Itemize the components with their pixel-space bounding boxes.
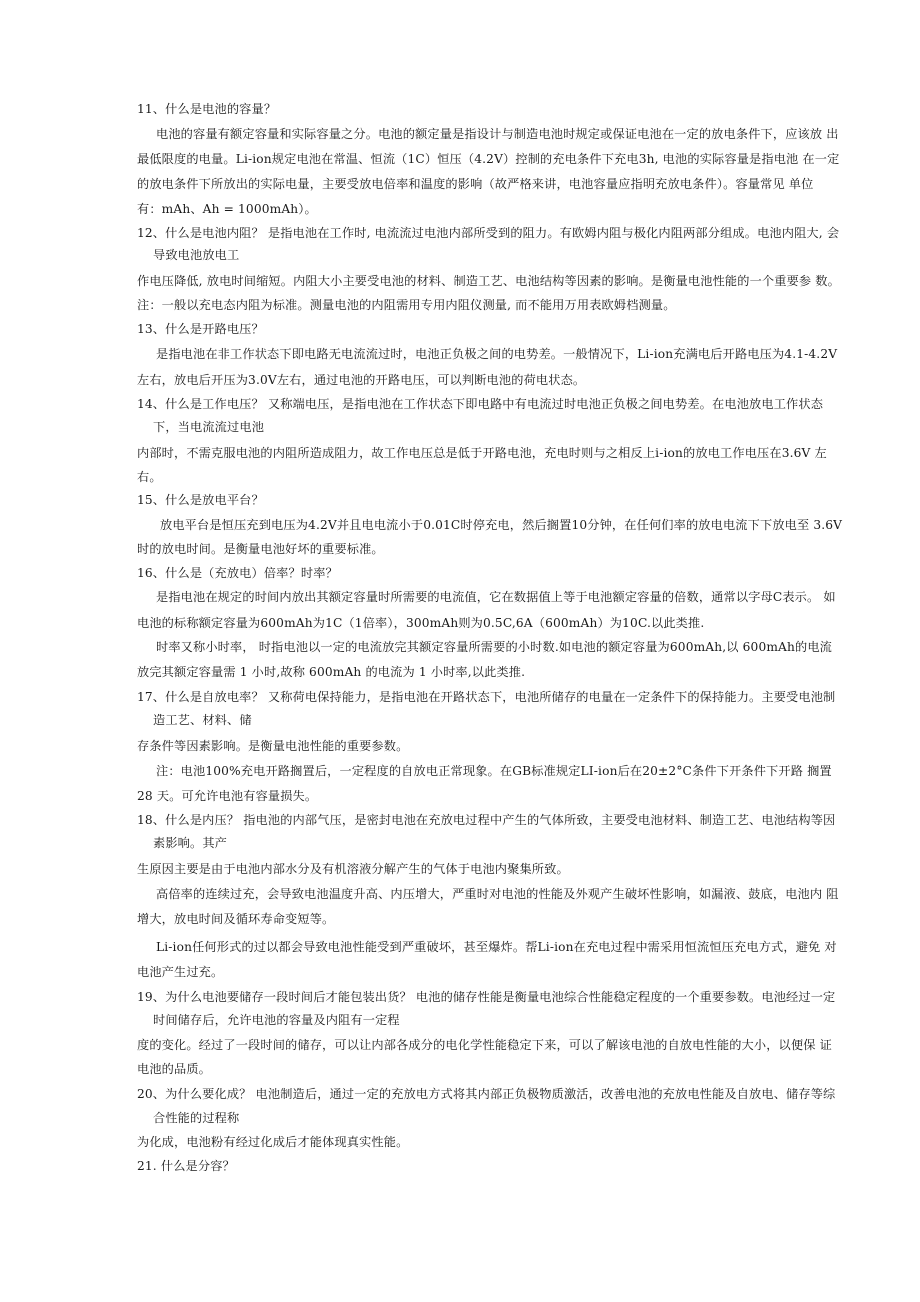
paragraph-line: 右。 xyxy=(137,470,162,484)
heading-q11: 11、什么是电池的容量？ xyxy=(137,102,277,116)
heading-q12: 12、什么是电池内阻？ 是指电池在工作时, 电流流过电池内部所受到的阻力。有欧姆内阻与极化内阻两部分组成。电池内阻大, 会 xyxy=(137,226,840,240)
paragraph-line: 最低限度的电量。Li-ion规定电池在常温、恒流（1C）恒压（4.2V）控制的充电条件下充电3h, 电池的实际容量是指电池 在一定 xyxy=(137,152,840,166)
heading-q16: 16、什么是（充放电）倍率？时率？ xyxy=(137,566,338,580)
paragraph-line: 作电压降低, 放电时间缩短。内阻大小主要受电池的材料、制造工艺、电池结构等因素的影响。是衡量电池性能的一个重要参 数。 xyxy=(137,274,840,288)
paragraph-line: 时间储存后，允许电池的容量及内阻有一定程 xyxy=(153,1013,400,1027)
paragraph-line: 下，当电流流过电池 xyxy=(153,420,265,434)
paragraph-line: 合性能的过程称 xyxy=(153,1111,240,1125)
paragraph-line: 高倍率的连续过充，会导致电池温度升高、内压增大，严重时对电池的性能及外观产生破坏性影响，如漏液、鼓底，电池内 阻 xyxy=(156,887,839,901)
heading-q15: 15、什么是放电平台？ xyxy=(137,493,264,507)
paragraph-line: 放电平台是恒压充到电压为4.2V并且电电流小于0.01C时停充电，然后搁置10分钟，在任何们率的放电电流下下放电至 3.6V xyxy=(160,518,843,532)
paragraph-line: 存条件等因素影响。是衡量电池性能的重要参数。 xyxy=(137,739,409,753)
paragraph-line: 左右，放电后开压为3.0V左右，通过电池的开路电压，可以判断电池的荷电状态。 xyxy=(137,373,586,387)
paragraph-line: 素影响。其产 xyxy=(153,836,228,850)
paragraph-line: 增大，放电时间及循环寿命变短等。 xyxy=(137,912,335,926)
paragraph-line: 时的放电时间。是衡量电池好坏的重要标准。 xyxy=(137,542,384,556)
paragraph-line: Li-ion任何形式的过以都会导致电池性能受到严重破坏，甚至爆炸。帮Li-ion在充电过程中需采用恒流恒压充电方式，避免 对 xyxy=(156,940,837,954)
paragraph-line: 造工艺、材料、储 xyxy=(153,713,252,727)
paragraph-line: 28 天。可允许电池有容量损失。 xyxy=(137,789,318,803)
heading-q20: 20、为什么要化成？ 电池制造后，通过一定的充放电方式将其内部正负极物质激活，改善电池的充放电性能及自放电、储存等综 xyxy=(137,1087,836,1101)
paragraph-line: 的放电条件下所放出的实际电量，主要受放电倍率和温度的影响（故严格来讲，电池容量应指明充放电条件）。容量常见 单位 xyxy=(137,177,814,191)
paragraph-line: 有：mAh、Ah = 1000mAh）。 xyxy=(137,202,317,216)
paragraph-line: 电池的品质。 xyxy=(137,1062,212,1076)
paragraph-line: 生原因主要是由于电池内部水分及有机溶液分解产生的气体于电池内聚集所致。 xyxy=(137,862,569,876)
heading-q21: 21. 什么是分容？ xyxy=(137,1159,235,1173)
paragraph-line: 注：电池100%充电开路搁置后，一定程度的自放电正常现象。在GB标准规定LI-ion后在20±2°C条件下开条件下开路 搁置 xyxy=(156,764,832,778)
paragraph-line: 是指电池在非工作状态下即电路无电流流过时，电池正负极之间的电势差。一般情况下，Li-ion充满电后开路电压为4.1-4.2V xyxy=(156,347,838,361)
paragraph-line: 电池的容量有额定容量和实际容量之分。电池的额定量是指设计与制造电池时规定或保证电池在一定的放电条件下，应该放 出 xyxy=(156,127,839,141)
paragraph-line: 放完其额定容量需 1 小时,故称 600mAh 的电流为 1 小时率,以此类推. xyxy=(137,665,526,679)
paragraph-line: 是指电池在规定的时间内放出其额定容量时所需要的电流值，它在数据值上等于电池额定容量的倍数，通常以字母C表示。 如 xyxy=(156,590,836,604)
paragraph-line: 导致电池放电工 xyxy=(153,248,240,262)
paragraph-line: 注：一般以充电态内阻为标准。测量电池的内阻需用专用内阻仪测量, 而不能用万用表欧姆档测量。 xyxy=(137,298,676,312)
paragraph-line: 时率又称小时率， 时指电池以一定的电流放完其额定容量所需要的小时数.如电池的额定容量为600mAh,以 600mAh的电流 xyxy=(156,640,833,654)
paragraph-line: 度的变化。经过了一段时间的储存，可以让内部各成分的电化学性能稳定下来，可以了解该电池的自放电性能的大小，以便保 证 xyxy=(137,1038,832,1052)
paragraph-line: 为化成，电池粉有经过化成后才能体现真实性能。 xyxy=(137,1135,409,1149)
heading-q18: 18、什么是内压？ 指电池的内部气压，是密封电池在充放电过程中产生的气体所致，主要受电池材料、制造工艺、电池结构等因 xyxy=(137,813,836,827)
paragraph-line: 电池的标称额定容量为600mAh为1C（1倍率），300mAh则为0.5C,6A（600mAh）为10C.以此类推. xyxy=(137,616,705,630)
heading-q19: 19、为什么电池要储存一段时间后才能包装出货？ 电池的储存性能是衡量电池综合性能稳定程度的一个重要参数。电池经过一定 xyxy=(137,990,836,1004)
paragraph-line: 电池产生过充。 xyxy=(137,965,224,979)
heading-q17: 17、什么是自放电率？ 又称荷电保持能力，是指电池在开路状态下，电池所储存的电量在一定条件下的保持能力。主要受电池制 xyxy=(137,690,836,704)
heading-q14: 14、什么是工作电压？ 又称端电压，是指电池在工作状态下即电路中有电流过时电池正负极之间电势差。在电池放电工作状态 xyxy=(137,397,824,411)
paragraph-line: 内部时，不需克服电池的内阻所造成阻力，故工作电压总是低于开路电池，充电时则与之相反上i-ion的放电工作电压在3.6V 左 xyxy=(137,446,827,460)
heading-q13: 13、什么是开路电压？ xyxy=(137,322,264,336)
